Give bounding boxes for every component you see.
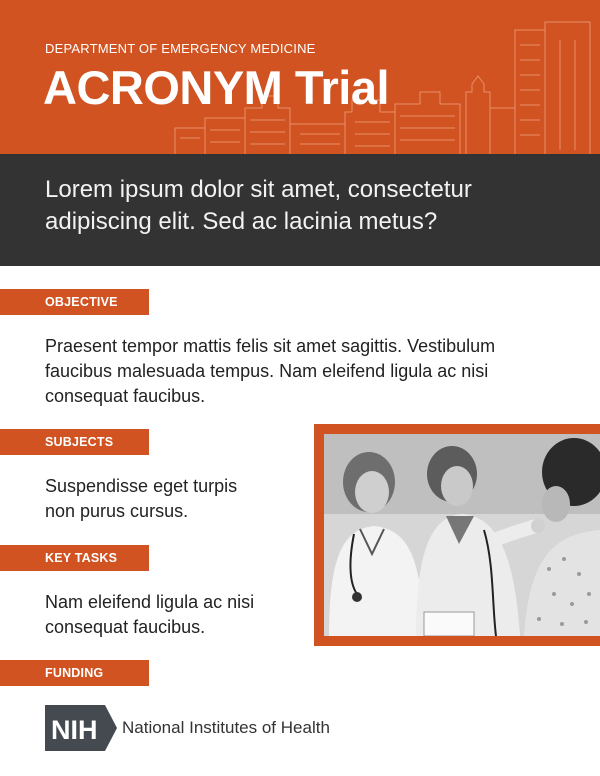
- key-tasks-label: KEY TASKS: [0, 545, 149, 571]
- page-title: ACRONYM Trial: [43, 61, 390, 114]
- clinicians-examining-patient-photo: [324, 434, 600, 636]
- objective-label: OBJECTIVE: [0, 289, 149, 315]
- nih-logo-letters: NIH: [51, 715, 98, 745]
- objective-text: Praesent tempor mattis felis sit amet sagittis. Vestibulum faucibus malesuada tempus. Nam eleifend ligula ac nisi consequat faucibus.: [45, 336, 496, 406]
- research-question-band: [0, 154, 600, 266]
- funding-label: FUNDING: [0, 660, 149, 686]
- key-tasks-text: Nam eleifend ligula ac nisi consequat faucibus.: [45, 592, 255, 637]
- subjects-text: Suspendisse eget turpis non purus cursus.: [45, 476, 238, 521]
- research-question: Lorem ipsum dolor sit amet, consectetur adipiscing elit. Sed ac lacinia metus?: [45, 176, 472, 235]
- photo-frame: [314, 424, 600, 646]
- nih-logo-badge: [45, 705, 117, 751]
- department-name: DEPARTMENT OF EMERGENCY MEDICINE: [45, 41, 316, 56]
- header-banner: [0, 0, 600, 154]
- nih-logo: [45, 703, 365, 751]
- subjects-label: SUBJECTS: [0, 429, 149, 455]
- funder-name: National Institutes of Health: [122, 718, 330, 737]
